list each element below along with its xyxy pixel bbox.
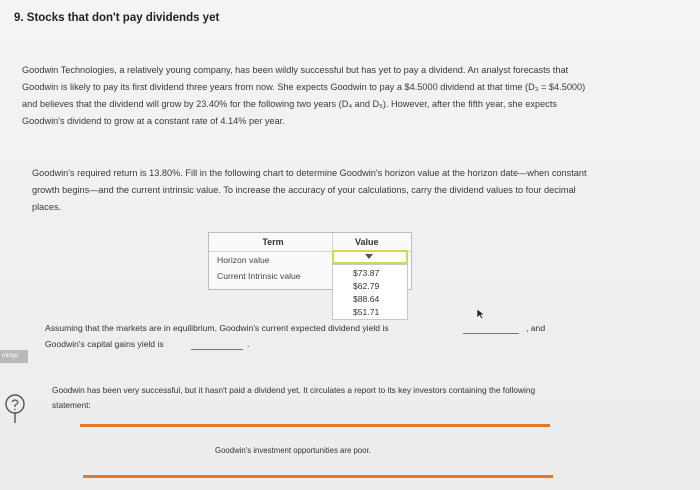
sidebar-tab[interactable]: mings (0, 350, 28, 363)
intrinsic-value-label: Current Intrinsic value (217, 271, 301, 281)
question-title: 9. Stocks that don't pay dividends yet (14, 12, 220, 24)
dropdown-option[interactable]: $51.71 (353, 307, 380, 317)
horizon-value-label: Horizon value (217, 255, 270, 265)
capital-gains-yield-blank[interactable] (191, 349, 243, 350)
investor-statement: Goodwin's investment opportunities are poor. (215, 446, 371, 455)
mouse-cursor-icon (476, 308, 486, 320)
value-column-header: Value (355, 237, 379, 247)
person-question-icon[interactable] (3, 393, 27, 427)
capital-gains-yield-text: Goodwin's capital gains yield is (45, 339, 164, 349)
and-text: , and (526, 323, 546, 333)
dropdown-menu (332, 264, 408, 320)
dropdown-option[interactable]: $73.87 (353, 268, 380, 278)
part2-paragraph: Goodwin has been very successful, but it hasn't paid a dividend yet. It circulates a report to its key investors containing the following statement: (52, 385, 536, 410)
horizon-value-dropdown[interactable] (332, 250, 408, 264)
dividend-yield-blank[interactable] (463, 333, 519, 334)
dropdown-option[interactable]: $62.79 (353, 281, 380, 291)
intro-paragraph: Goodwin Technologies, a relatively young company, has been wildly successful but has yet to pay a dividend. An analyst forecasts that Goodwin is likely to pay its first dividend three years from now. She expects Goodwin to pay a $4.5000 dividend at that time (D₃ = $4.5000) and believes that the dividend will grow by 23.40% for the following two years (D₄ and D₅). However, after the fifth year, she expects Goodwin's dividend to grow at a constant rate of 4.14% per year. (22, 65, 586, 126)
dropdown-option[interactable]: $88.64 (353, 294, 380, 304)
term-column-header: Term (262, 237, 284, 247)
answer-divider-bottom (83, 475, 553, 478)
dividend-yield-text: Assuming that the markets are in equilibrium, Goodwin's current expected dividend yield is (45, 323, 389, 333)
chevron-down-icon (365, 254, 373, 259)
answer-divider-top (80, 424, 550, 427)
instructions-paragraph: Goodwin's required return is 13.80%. Fill in the following chart to determine Goodwin's horizon value at the horizon date—when constant growth begins—and the current intrinsic value. To increase the accuracy of your calculations, carry the dividend values to four decimal places. (32, 168, 587, 212)
period-text: . (247, 339, 250, 349)
